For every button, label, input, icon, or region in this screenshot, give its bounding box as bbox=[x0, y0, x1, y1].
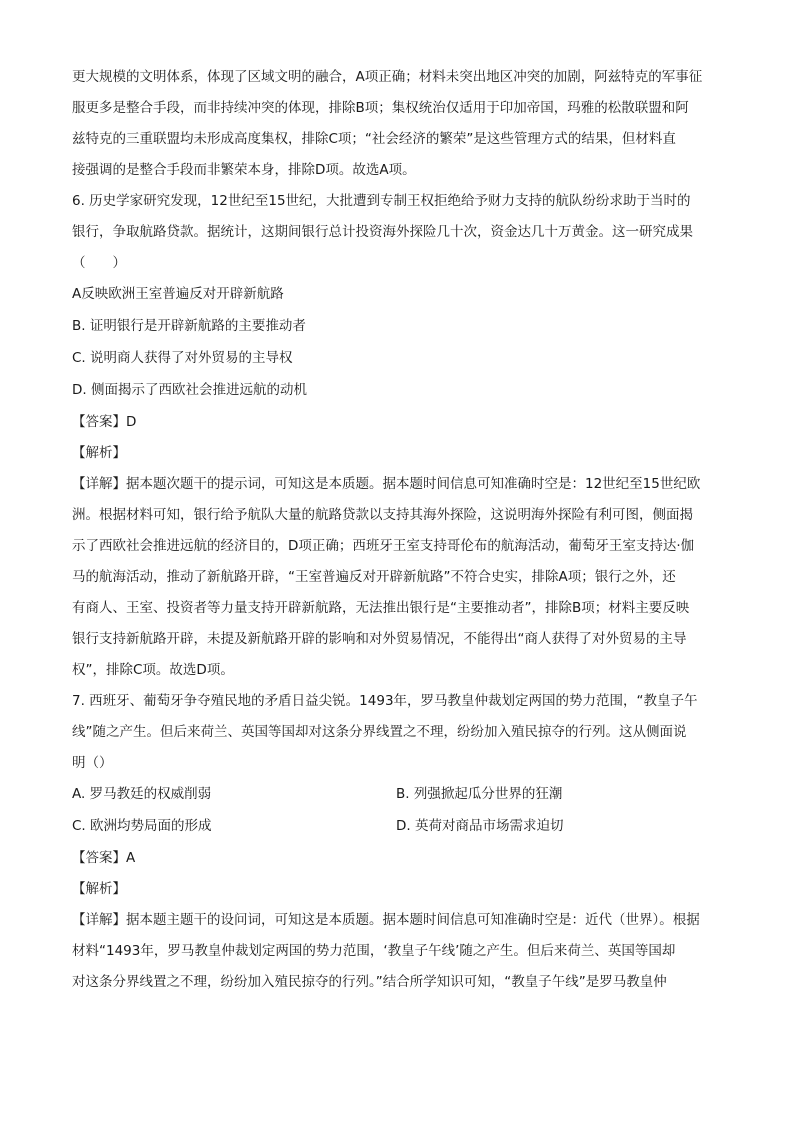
option-a: A. 罗马教廷的权威削弱 bbox=[72, 786, 212, 802]
document-page bbox=[72, 62, 724, 998]
answer-label: 【答案】A bbox=[72, 850, 136, 866]
analysis-label: 【解析】 bbox=[72, 881, 126, 897]
text-line: 接强调的是整合手段而非繁荣本身，排除D项。故选A项。 bbox=[72, 162, 416, 178]
detail-line: 马的航海活动，推动了新航路开辟，“王室普遍反对开辟新航路”不符合史实，排除A项；银行之外，还 bbox=[72, 569, 676, 585]
question-stem-line: 明（） bbox=[72, 755, 113, 771]
detail-line: 洲。根据材料可知，银行给予航队大量的航路贷款以支持其海外探险，这说明海外探险有利可图，侧面揭 bbox=[72, 507, 693, 523]
option-a: A反映欧洲王室普遍反对开辟新航路 bbox=[72, 286, 284, 302]
q5-explanation-tail bbox=[72, 62, 724, 186]
option-d: D. 侧面揭示了西欧社会推进远航的动机 bbox=[72, 382, 307, 398]
question-6 bbox=[72, 186, 724, 686]
analysis-label: 【解析】 bbox=[72, 445, 126, 461]
question-stem-line: 7. 西班牙、葡萄牙争夺殖民地的矛盾日益尖锐。1493年，罗马教皇仲裁划定两国的势力范围，“教皇子午 bbox=[72, 693, 698, 709]
question-stem-line: 银行，争取航路贷款。据统计，这期间银行总计投资海外探险几十次，资金达几十万黄金。这一研究成果 bbox=[72, 224, 693, 240]
option-c: C. 欧洲均势局面的形成 bbox=[72, 818, 212, 834]
options-row bbox=[72, 779, 724, 811]
detail-line: 对这条分界线置之不理，纷纷加入殖民掠夺的行列。”结合所学知识可知，“教皇子午线”是罗马教皇仲 bbox=[72, 974, 667, 990]
detail-line: 权”，排除C项。故选D项。 bbox=[72, 662, 234, 678]
text-line: 更大规模的文明体系，体现了区域文明的融合，A项正确；材料未突出地区冲突的加剧，阿兹特克的军事征 bbox=[72, 69, 703, 85]
detail-line: 【详解】据本题次题干的提示词，可知这是本质题。据本题时间信息可知准确时空是：12世纪至15世纪欧 bbox=[72, 476, 701, 492]
detail-line: 示了西欧社会推进远航的经济目的，D项正确；西班牙王室支持哥伦布的航海活动，葡萄牙王室支持达·伽 bbox=[72, 538, 695, 554]
detail-line: 银行支持新航路开辟，未提及新航路开辟的影响和对外贸易情况，不能得出“商人获得了对外贸易的主导 bbox=[72, 631, 687, 647]
question-stem-line: 线”随之产生。但后来荷兰、英国等国却对这条分界线置之不理，纷纷加入殖民掠夺的行列。这从侧面说 bbox=[72, 724, 687, 740]
option-b: B. 列强掀起瓜分世界的狂潮 bbox=[396, 786, 563, 802]
question-stem-line: （ ） bbox=[72, 255, 126, 271]
detail-line: 【详解】据本题主题干的设问词，可知这是本质题。据本题时间信息可知准确时空是：近代（世界）。根据 bbox=[72, 912, 700, 928]
question-stem-line: 6. 历史学家研究发现，12世纪至15世纪，大批遭到专制王权拒绝给予财力支持的航队纷纷求助于当时的 bbox=[72, 193, 691, 209]
options-row bbox=[72, 811, 724, 843]
question-7 bbox=[72, 686, 724, 998]
text-line: 服更多是整合手段，而非持续冲突的体现，排除B项；集权统治仅适用于印加帝国，玛雅的松散联盟和阿 bbox=[72, 100, 689, 116]
option-d: D. 英荷对商品市场需求迫切 bbox=[396, 818, 564, 834]
option-c: C. 说明商人获得了对外贸易的主导权 bbox=[72, 350, 293, 366]
option-b: B. 证明银行是开辟新航路的主要推动者 bbox=[72, 318, 306, 334]
detail-line: 有商人、王室、投资者等力量支持开辟新航路，无法推出银行是“主要推动者”，排除B项；材料主要反映 bbox=[72, 600, 690, 616]
text-line: 兹特克的三重联盟均未形成高度集权，排除C项；“社会经济的繁荣”是这些管理方式的结果，但材料直 bbox=[72, 131, 676, 147]
detail-line: 材料“1493年，罗马教皇仲裁划定两国的势力范围，‘教皇子午线’随之产生。但后来荷兰、英国等国却 bbox=[72, 943, 676, 959]
answer-label: 【答案】D bbox=[72, 414, 137, 430]
